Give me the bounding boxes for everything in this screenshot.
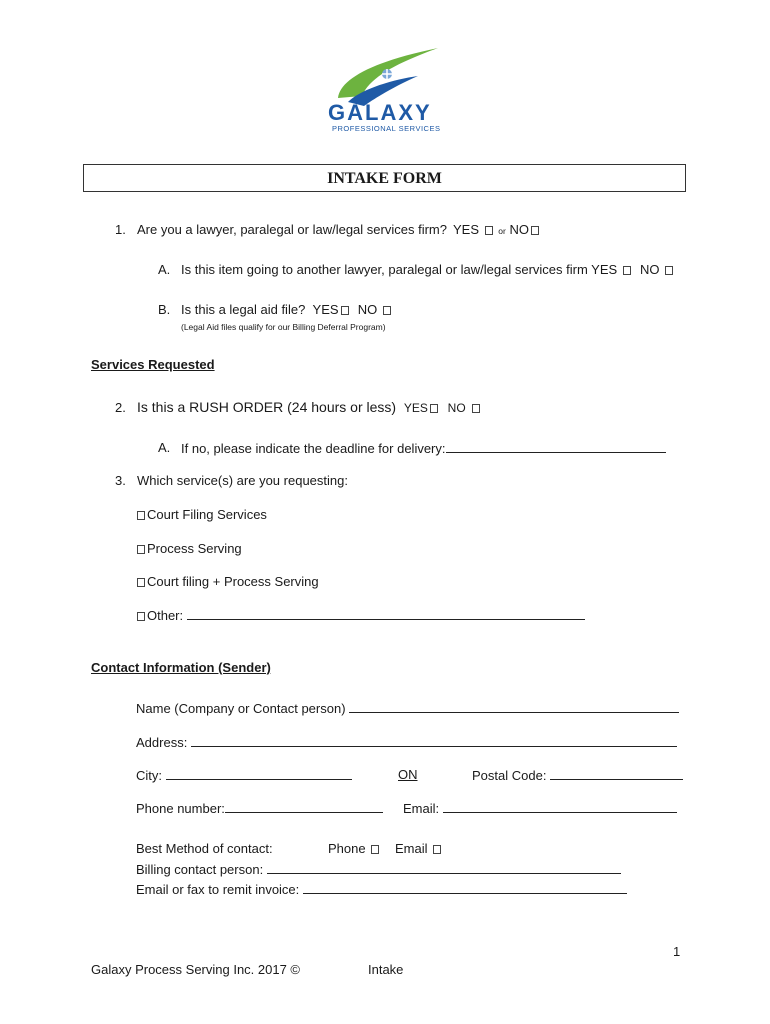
- court-filing-checkbox[interactable]: [137, 511, 145, 520]
- remit-field[interactable]: [303, 881, 627, 894]
- q2-text: Is this a RUSH ORDER (24 hours or less): [137, 399, 397, 415]
- postal-field[interactable]: [550, 767, 683, 780]
- legal-aid-note: (Legal Aid files qualify for our Billing Deferral Program): [181, 322, 386, 332]
- billing-label: Billing contact person:: [136, 862, 264, 877]
- q1a-yes-checkbox[interactable]: [623, 266, 631, 275]
- phone-option[interactable]: [328, 841, 381, 856]
- q1-answers: [453, 222, 541, 237]
- other-label: Other:: [147, 608, 184, 623]
- q2-row: [137, 399, 482, 415]
- postal-label: Postal Code:: [472, 768, 547, 783]
- logo-brand: GALAXY: [328, 100, 432, 125]
- court-filing-label: Court Filing Services: [147, 507, 267, 522]
- q2a-number: A.: [158, 440, 171, 455]
- company-logo: [320, 40, 455, 135]
- process-serving-checkbox[interactable]: [137, 545, 145, 554]
- question-1: [115, 222, 126, 237]
- q3-text: Which service(s) are you requesting:: [137, 473, 348, 488]
- billing-row: [136, 861, 621, 877]
- services-heading: Services Requested: [91, 357, 215, 372]
- name-row: [136, 700, 679, 716]
- city-row: [136, 767, 352, 783]
- form-title-box: [83, 164, 686, 192]
- phone-field[interactable]: [225, 800, 383, 813]
- q2-no-checkbox[interactable]: [472, 404, 480, 413]
- phone-label: Phone number:: [136, 801, 225, 816]
- page-number: 1: [673, 944, 681, 959]
- best-method-label: Best Method of contact:: [136, 841, 273, 856]
- q2-no-label: NO: [447, 401, 466, 415]
- name-label: Name (Company or Contact person): [136, 701, 346, 716]
- q1a-row: [181, 262, 675, 277]
- email-option[interactable]: [395, 841, 443, 856]
- email-label: Email:: [403, 801, 440, 816]
- q1b-yes-label: YES: [312, 302, 339, 317]
- city-label: City:: [136, 768, 162, 783]
- footer-doc-name: Intake: [368, 962, 404, 977]
- q1b-text: Is this a legal aid file?: [181, 302, 306, 317]
- q1-yes-checkbox[interactable]: [485, 226, 493, 235]
- q1a-number: A.: [158, 262, 171, 277]
- phone-option-checkbox[interactable]: [371, 845, 379, 854]
- form-title: INTAKE FORM: [327, 170, 442, 187]
- q2a-text: If no, please indicate the deadline for delivery:: [181, 441, 446, 456]
- q1a-no-label: NO: [640, 262, 660, 277]
- q2a-row: [181, 440, 666, 456]
- court-plus-process-label: Court filing + Process Serving: [147, 574, 319, 589]
- other-field[interactable]: [187, 607, 585, 620]
- remit-row: [136, 881, 627, 897]
- q1b-yes-checkbox[interactable]: [341, 306, 349, 315]
- option-process-serving[interactable]: [135, 541, 242, 556]
- address-row: [136, 734, 677, 750]
- remit-label: Email or fax to remit invoice:: [136, 882, 300, 897]
- email-option-label: Email: [395, 841, 428, 856]
- q1-or-label: or: [498, 226, 506, 236]
- option-other[interactable]: [135, 607, 585, 623]
- email-field[interactable]: [443, 800, 677, 813]
- postal-row: [472, 767, 683, 783]
- q2-yes-checkbox[interactable]: [430, 404, 438, 413]
- email-row: [403, 800, 677, 816]
- q1-no-checkbox[interactable]: [531, 226, 539, 235]
- q2-yes-label: YES: [403, 401, 428, 415]
- email-option-checkbox[interactable]: [433, 845, 441, 854]
- q1a-text: Is this item going to another lawyer, paralegal or law/legal services firm YES: [181, 262, 618, 277]
- q2-number: 2.: [115, 400, 126, 415]
- address-label: Address:: [136, 735, 188, 750]
- name-field[interactable]: [349, 700, 679, 713]
- q1b-no-checkbox[interactable]: [383, 306, 391, 315]
- option-court-plus-process[interactable]: [135, 574, 319, 589]
- q1-yes-label: YES: [453, 222, 480, 237]
- option-court-filing[interactable]: [135, 507, 267, 522]
- q1-number: 1.: [115, 222, 126, 237]
- address-field[interactable]: [191, 734, 677, 747]
- q1b-row: [181, 302, 393, 317]
- phone-row: [136, 800, 383, 816]
- process-serving-label: Process Serving: [147, 541, 242, 556]
- court-plus-process-checkbox[interactable]: [137, 578, 145, 587]
- q1-text: Are you a lawyer, paralegal or law/legal services firm?: [137, 222, 447, 237]
- logo-tagline: PROFESSIONAL SERVICES: [332, 124, 441, 133]
- billing-field[interactable]: [267, 861, 621, 874]
- deadline-field[interactable]: [446, 440, 666, 453]
- q1b-no-label: NO: [357, 302, 378, 317]
- city-field[interactable]: [166, 767, 352, 780]
- q3-number: 3.: [115, 473, 126, 488]
- q1b-number: B.: [158, 302, 171, 317]
- q1a-no-checkbox[interactable]: [665, 266, 673, 275]
- footer-company: Galaxy Process Serving Inc. 2017 ©: [91, 962, 301, 977]
- q1-no-label: NO: [509, 222, 529, 237]
- contact-heading: Contact Information (Sender): [91, 660, 271, 675]
- province-value: ON: [398, 767, 418, 782]
- phone-option-label: Phone: [328, 841, 366, 856]
- other-checkbox[interactable]: [137, 612, 145, 621]
